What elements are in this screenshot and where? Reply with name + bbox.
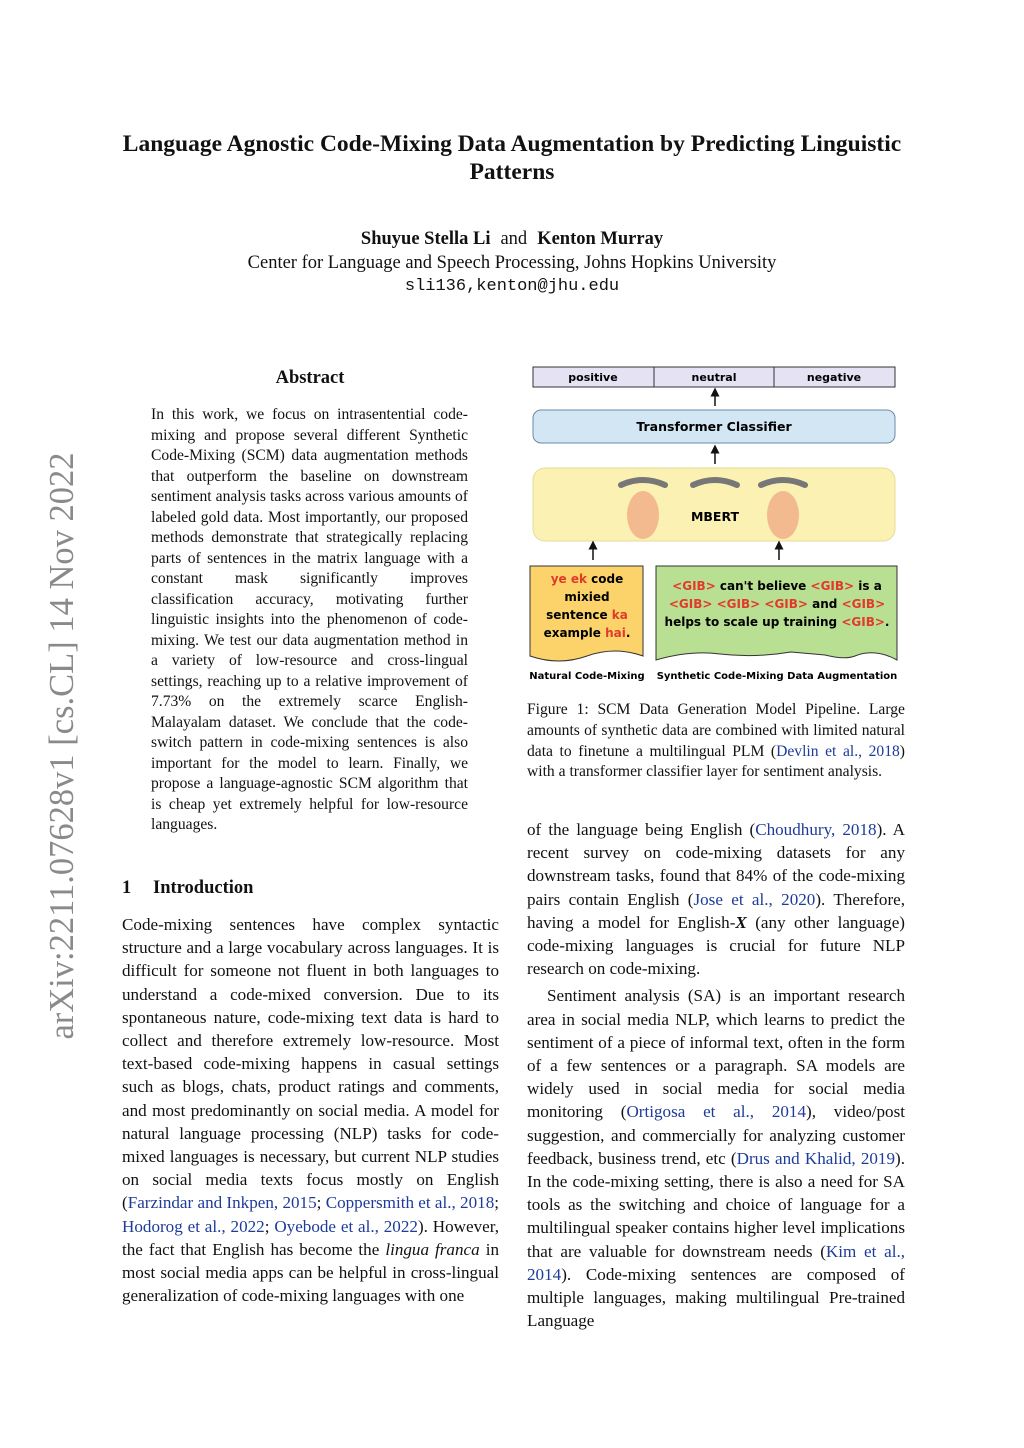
citation-ortigosa[interactable]: Ortigosa et al., 2014	[626, 1102, 807, 1122]
arxiv-side-stamp: arXiv:2211.07628v1 [cs.CL] 14 Nov 2022	[43, 452, 81, 1040]
svg-text:sentence ka: sentence ka	[546, 608, 628, 622]
section-number: 1	[122, 878, 132, 898]
svg-text:mixied: mixied	[564, 590, 610, 604]
author-email: sli136,kenton@jhu.edu	[404, 277, 620, 296]
abstract-heading: Abstract	[275, 368, 345, 388]
right-paragraph-1	[527, 818, 905, 980]
section-heading-introduction	[122, 877, 253, 899]
body-text: of the language being English (	[527, 820, 756, 839]
citation-farzindar[interactable]: Farzindar and Inkpen, 2015	[127, 1193, 317, 1213]
citation-oyebode[interactable]: Oyebode et al., 2022	[274, 1216, 418, 1236]
section-title: Introduction	[153, 878, 254, 898]
body-text: ), video/post suggestion, and commercially for analyzing customer feedback, business trend, etc (	[527, 1102, 905, 1168]
synthetic-sentence	[665, 579, 890, 629]
mbert-label: MBERT	[690, 509, 740, 524]
intro-text: Code-mixing sentences have complex syntactic structure and a large vocabulary across languages. It is difficult for someone not fluent in both languages to understand a code-mixed conversion. Due to its spontaneous nature, code-mixing text data is hard to collect and therefore extremely low-resource. Most text-based code-mixing happens in casual settings such as blogs, chats, product ratings and comments, and most predominantly on social media. A model for natural language processing (NLP) tasks for code-mixed languages is necessary, but current NLP studies on social media texts focus mostly on English (	[122, 915, 499, 1213]
caption-text: Large amounts of synthetic data are combined with limited natural data to finetune a multilingual PLM (	[527, 701, 905, 760]
right-column-text	[527, 818, 905, 1332]
natural-caption: Natural Code-Mixing	[529, 671, 645, 682]
body-text: (any other language) code-mixing languages is crucial for future NLP research on code-mixing.	[527, 912, 905, 979]
intro-text: in most social media apps can be helpful in cross-lingual generalization of code-mixing languages with one	[122, 1239, 499, 1306]
abstract-body: In this work, we focus on intrasentential code-mixing and propose several different Synthetic Code-Mixing (SCM) data augmentation methods that outperform the baseline on downstream sentiment analysis tasks across various amounts of labeled gold data. Most importantly, our proposed methods demonstrate that strategically replacing parts of sentences in the matrix language with a constant mask significantly improves classification accuracy, motivating further linguistic insights into the phenomenon of code-mixing. We test our data augmentation method in a variety of low-resource and cross-lingual settings, reaching up to a relative improvement of 7.73% on the extremely scarce English-Malayalam dataset. We conclude that the code-switch pattern in code-mixing sentences is also important for the model to learn. Finally, we propose a language-agnostic SCM algorithm that is cheap yet extremely helpful for low-resource languages.	[151, 406, 468, 833]
classifier-label: Transformer Classifier	[636, 419, 792, 434]
body-text: ). Code-mixing sentences are composed of multiple languages, making multilingual Pre-trained Language	[527, 1264, 905, 1331]
citation-drus[interactable]: Drus and Khalid, 2019	[736, 1148, 896, 1168]
svg-text:<GIB> <GIB> <GIB> and <GIB>: <GIB> <GIB> <GIB> and <GIB>	[668, 597, 886, 611]
svg-text:example hai.: example hai.	[543, 626, 631, 640]
svg-text:ye ek code: ye ek code	[550, 572, 624, 586]
introduction-paragraph	[122, 913, 499, 1307]
affiliation: Center for Language and Speech Processing, Johns Hopkins University	[247, 253, 777, 273]
svg-text:<GIB> can't believe <GIB> is a: <GIB> can't believe <GIB> is a	[672, 579, 882, 593]
body-text: ). Therefore, having a model for English-	[527, 889, 906, 932]
author-connector: and	[500, 229, 528, 249]
caption-text: ) with a transformer classifier layer for sentiment analysis.	[527, 742, 905, 781]
body-text: Sentiment analysis (SA) is an important research area in social media NLP, which learns to predict the sentiment of a piece of informal text, often in the form of a few sentences or a paragraph. SA models are widely used in social media for social media monitoring (	[527, 986, 905, 1122]
citation-devlin[interactable]: Devlin et al., 2018	[776, 742, 900, 760]
svg-text:helps to scale up training <GI: helps to scale up training <GIB>.	[664, 615, 890, 629]
citation-separator: ;	[316, 1193, 326, 1213]
label-neutral: neutral	[691, 371, 737, 384]
figure-1-pipeline	[525, 360, 905, 690]
math-x: X	[735, 912, 747, 932]
citation-separator: ;	[264, 1216, 275, 1236]
sentiment-label-row	[533, 367, 895, 387]
intro-emphasis: lingua franca	[385, 1239, 480, 1259]
citation-kim[interactable]: Kim et al., 2014	[527, 1241, 906, 1284]
author-line	[120, 227, 904, 251]
right-paragraph-2	[527, 984, 905, 1332]
citation-separator: ;	[494, 1193, 499, 1213]
synthetic-caption: Synthetic Code-Mixing Data Augmentation	[656, 671, 898, 682]
figure-1-caption	[527, 700, 905, 783]
caption-label: Figure 1: SCM Data Generation Model Pipeline.	[527, 701, 861, 718]
paper-title: Language Agnostic Code-Mixing Data Augmentation by Predicting Linguistic Patterns	[122, 131, 902, 185]
body-text: ). In the code-mixing setting, there is also a need for SA tools as the switching and choice of language for a multilingual speaker contains higher level implications that are valuable for downstream needs (	[527, 1148, 905, 1261]
label-negative: negative	[806, 371, 862, 384]
citation-jose[interactable]: Jose et al., 2020	[693, 889, 816, 909]
author-2: Kenton Murray	[537, 229, 664, 249]
label-positive: positive	[568, 371, 618, 384]
citation-hodorog[interactable]: Hodorog et al., 2022	[122, 1216, 265, 1236]
citation-choudhury[interactable]: Choudhury, 2018	[755, 820, 877, 839]
intro-text: ). However, the fact that English has become the	[122, 1216, 499, 1259]
citation-coppersmith[interactable]: Coppersmith et al., 2018	[325, 1193, 495, 1213]
author-1: Shuyue Stella Li	[360, 229, 491, 249]
body-text: ). A recent survey on code-mixing datasets for any downstream tasks, found that 84% of the code-mixing pairs contain English (	[527, 820, 906, 909]
